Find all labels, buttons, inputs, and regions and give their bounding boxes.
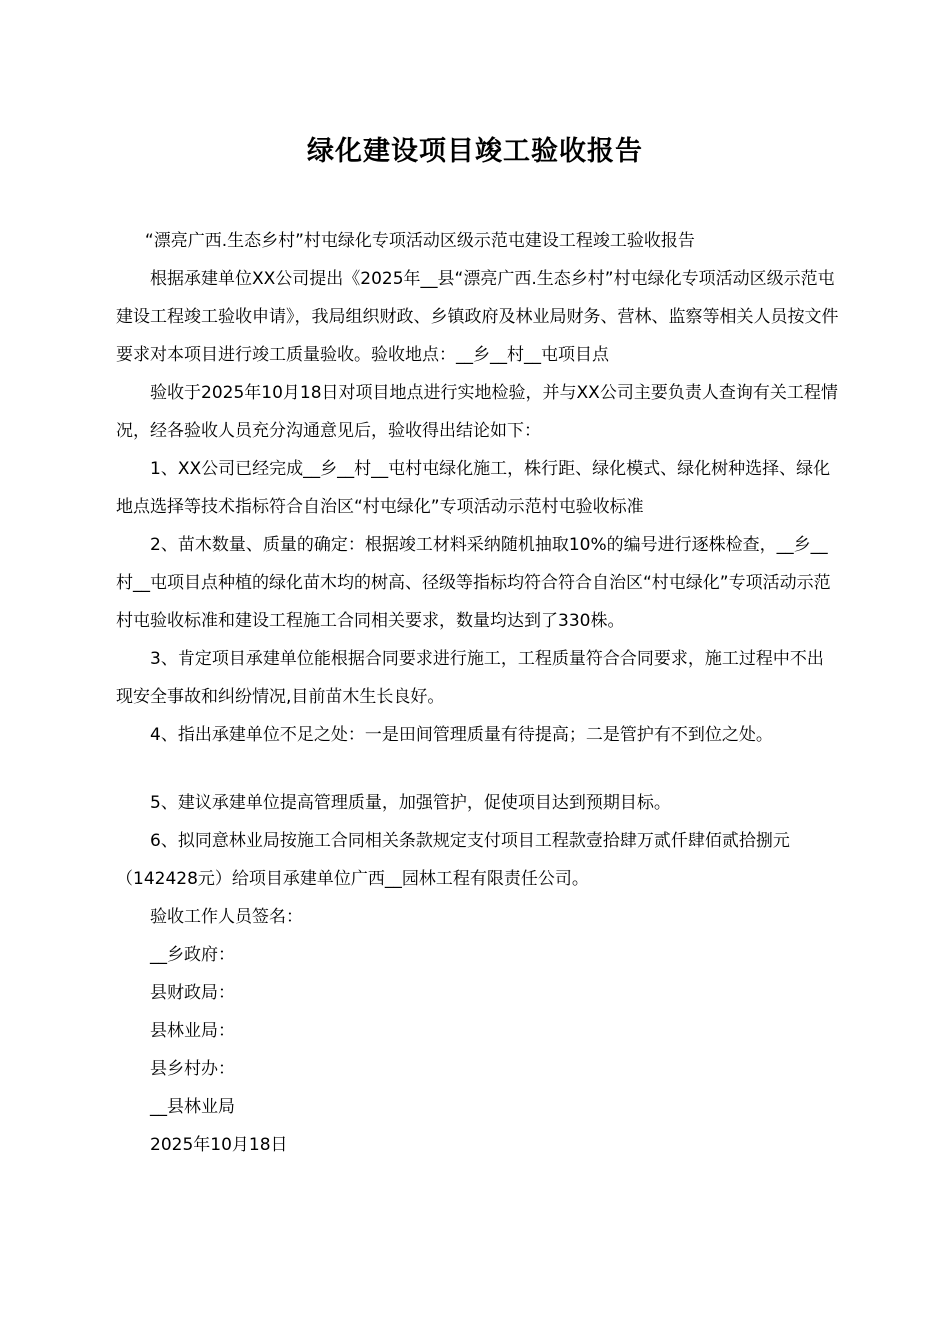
conclusion-item-3: 3、肯定项目承建单位能根据合同要求进行施工，工程质量符合合同要求，施工过程中不出现安全事故和纠纷情况,目前苗木生长良好。	[116, 649, 824, 707]
issue-date: 2025年10月18日	[150, 1135, 288, 1155]
conclusion-item-2: 2、苗木数量、质量的确定：根据竣工材料采纳随机抽取10%的编号进行逐株检查，__乡__村__屯项目点种植的绿化苗木均的树高、径级等指标均符合符合自治区“村屯绿化”专项活动示范村屯验收标准和建设工程施工合同相关要求，数量均达到了330株。	[116, 535, 831, 631]
signature-forestry-bureau: 县林业局：	[150, 1021, 235, 1041]
paragraph-gap	[116, 754, 840, 784]
intro-paragraph: “漂亮广西.生态乡村”村屯绿化专项活动区级示范屯建设工程竣工验收报告	[144, 231, 695, 251]
conclusion-item-1: 1、XX公司已经完成__乡__村__屯村屯绿化施工，株行距、绿化模式、绿化树种选择、绿化地点选择等技术指标符合自治区“村屯绿化”专项活动示范村屯验收标准	[116, 459, 831, 517]
conclusion-item-5: 5、建议承建单位提高管理质量，加强管护，促使项目达到预期目标。	[150, 793, 671, 813]
issuer-name: __县林业局	[150, 1097, 235, 1117]
signature-finance-bureau: 县财政局：	[150, 983, 235, 1003]
signature-rural-office: 县乡村办：	[150, 1059, 235, 1079]
document-body	[116, 222, 840, 1164]
conclusion-item-4: 4、指出承建单位不足之处：一是田间管理质量有待提高；二是管护有不到位之处。	[150, 725, 773, 745]
basis-paragraph: 根据承建单位XX公司提出《2025年__县“漂亮广西.生态乡村”村屯绿化专项活动区级示范屯建设工程竣工验收申请》，我局组织财政、乡镇政府及林业局财务、营林、监察等相关人员按文件要求对本项目进行竣工质量验收。验收地点：__乡__村__屯项目点	[116, 269, 839, 365]
signature-township: __乡政府：	[150, 945, 235, 965]
inspection-paragraph: 验收于2025年10月18日对项目地点进行实地检验，并与XX公司主要负责人查询有关工程情况，经各验收人员充分沟通意见后，验收得出结论如下：	[116, 383, 838, 441]
document-title: 绿化建设项目竣工验收报告	[307, 136, 643, 167]
signature-heading: 验收工作人员签名：	[150, 907, 303, 927]
conclusion-item-6: 6、拟同意林业局按施工合同相关条款规定支付项目工程款壹拾肆万贰仟肆佰贰拾捌元（142428元）给项目承建单位广西__园林工程有限责任公司。	[116, 831, 790, 889]
